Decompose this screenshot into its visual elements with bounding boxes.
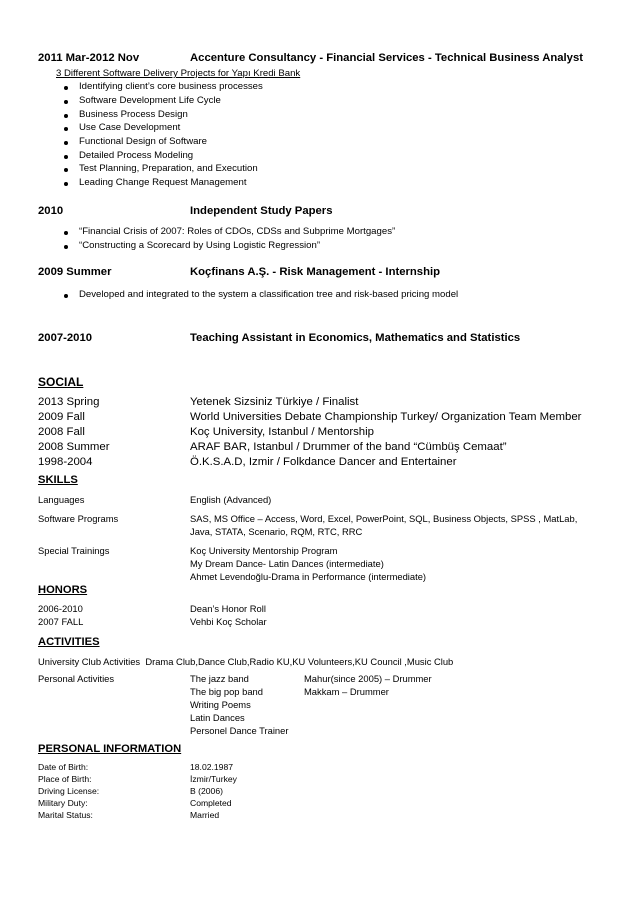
bullet-icon [64, 141, 68, 145]
social-text: Koç University, Istanbul / Mentorship [190, 426, 375, 438]
skill-value: English (Advanced) [190, 494, 272, 505]
info-label: Military Duty: [38, 798, 88, 808]
club-activities: University Club Activities Drama Club,Dance Club,Radio KU,KU Volunteers,KU Council ,Music Club [38, 656, 454, 667]
info-value: Completed [190, 798, 232, 808]
honor-date: 2007 FALL [38, 616, 84, 627]
social-text: ARAF BAR, Istanbul / Drummer of the band “Cümbüş Cemaat” [190, 441, 507, 453]
honor-text: Vehbi Koç Scholar [190, 616, 267, 627]
job-date: 2011 Mar-2012 Nov [38, 52, 140, 64]
activity-item: The jazz band [190, 673, 249, 684]
info-value: B (2006) [190, 786, 223, 796]
list-item: “Constructing a Scorecard by Using Logistic Regression” [79, 240, 321, 251]
activity-role: Mahur(since 2005) – Drummer [304, 673, 432, 684]
section-heading-skills: SKILLS [38, 474, 78, 486]
social-date: 2009 Fall [38, 411, 85, 423]
list-item: Use Case Development [79, 122, 181, 133]
list-item: Developed and integrated to the system a classification tree and risk-based pricing model [79, 289, 459, 300]
bullet-icon [64, 231, 68, 235]
social-text: World Universities Debate Championship Turkey/ Organization Team Member [190, 411, 582, 423]
skill-value: Java, STATA, Scenario, RQM, RTC, RRC [190, 526, 363, 537]
list-item: “Financial Crisis of 2007: Roles of CDOs, CDSs and Subprime Mortgages” [79, 226, 396, 237]
activity-role: Makkam – Drummer [304, 686, 389, 697]
skill-label: Software Programs [38, 513, 119, 524]
social-date: 1998-2004 [38, 456, 93, 468]
training-item: My Dream Dance- Latin Dances (intermediate) [190, 558, 384, 569]
job-title: Accenture Consultancy - Financial Services - Technical Business Analyst [190, 52, 584, 64]
training-item: Ahmet Levendoğlu-Drama in Performance (intermediate) [190, 571, 427, 582]
info-label: Marital Status: [38, 810, 93, 820]
list-item: Functional Design of Software [79, 136, 207, 147]
section-heading-social: SOCIAL [38, 375, 84, 389]
list-item: Test Planning, Preparation, and Execution [79, 163, 258, 174]
list-item: Leading Change Request Management [79, 177, 247, 188]
activity-item: The big pop band [190, 686, 263, 697]
bullet-icon [64, 127, 68, 131]
info-value: İzmir/Turkey [190, 774, 237, 784]
info-value: Married [190, 810, 220, 820]
job-title: Independent Study Papers [190, 205, 333, 217]
job-date: 2010 [38, 205, 64, 217]
activity-item: Latin Dances [190, 712, 245, 723]
social-text: Yetenek Sizsiniz Türkiye / Finalist [190, 396, 359, 408]
job-date: 2007-2010 [38, 332, 93, 344]
list-item: Software Development Life Cycle [79, 95, 221, 106]
honor-text: Dean’s Honor Roll [190, 603, 266, 614]
social-date: 2008 Fall [38, 426, 85, 438]
list-item: Detailed Process Modeling [79, 150, 194, 161]
training-item: Koç University Mentorship Program [190, 545, 338, 556]
skill-label: Languages [38, 494, 85, 505]
activity-item: Writing Poems [190, 699, 251, 710]
job-subtitle: 3 Different Software Delivery Projects for Yapı Kredi Bank [56, 68, 301, 79]
bullet-icon [64, 182, 68, 186]
bullet-icon [64, 294, 68, 298]
bullet-icon [64, 245, 68, 249]
social-date: 2013 Spring [38, 396, 100, 408]
info-label: Place of Birth: [38, 774, 92, 784]
bullet-icon [64, 86, 68, 90]
bullet-icon [64, 168, 68, 172]
activity-label: Personal Activities [38, 673, 115, 684]
social-text: Ö.K.S.A.D, Izmir / Folkdance Dancer and Entertainer [190, 456, 457, 468]
info-label: Driving License: [38, 786, 100, 796]
honor-date: 2006-2010 [38, 603, 83, 614]
list-item: Identifying client’s core business processes [79, 81, 263, 92]
list-item: Business Process Design [79, 109, 188, 120]
bullet-icon [64, 155, 68, 159]
bullet-icon [64, 114, 68, 118]
bullet-icon [64, 100, 68, 104]
section-heading-personal-information: PERSONAL INFORMATION [38, 743, 182, 755]
activity-item: Personel Dance Trainer [190, 725, 289, 736]
job-title: Koçfinans A.Ş. - Risk Management - Internship [190, 266, 441, 278]
info-value: 18.02.1987 [190, 762, 234, 772]
section-heading-activities: ACTIVITIES [38, 636, 100, 648]
skill-value: SAS, MS Office – Access, Word, Excel, PowerPoint, SQL, Business Objects, SPSS , MatLab, [190, 513, 578, 524]
job-title: Teaching Assistant in Economics, Mathematics and Statistics [190, 332, 521, 344]
social-date: 2008 Summer [38, 441, 110, 453]
skill-label: Special Trainings [38, 545, 110, 556]
section-heading-honors: HONORS [38, 584, 88, 596]
job-date: 2009 Summer [38, 266, 112, 278]
info-label: Date of Birth: [38, 762, 89, 772]
